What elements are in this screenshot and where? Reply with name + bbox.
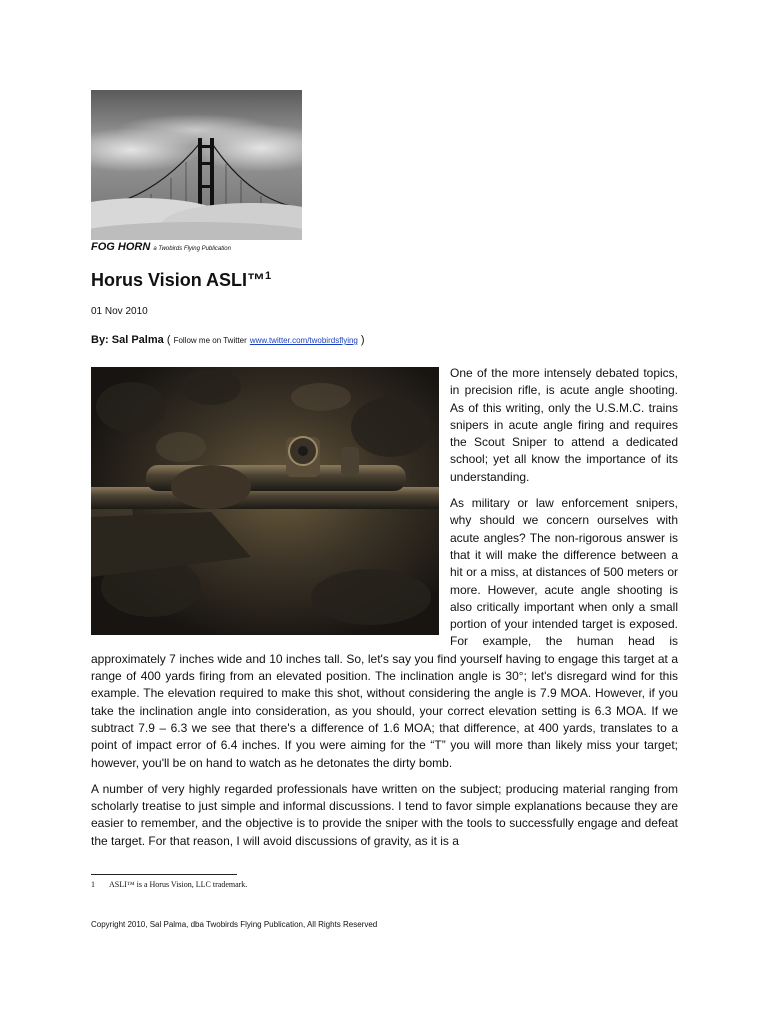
byline-close-paren: ) (357, 334, 365, 346)
footnote-divider (91, 874, 237, 875)
footnote-number: 1 (91, 880, 95, 889)
rifle-scope-image (91, 367, 439, 635)
publication-name: FOG HORN (91, 241, 151, 253)
paragraph-2: As military or law enforcement snipers, why should we concern ourselves with acute angles? The non-rigorous answer is that it will make the difference between a hit or a miss, at distances of 500 meters or more. However, acute angle shooting is also critically important when only a small portion of your intended target is exposed. For example, the human head is approximately 7 inches wide and 10 inches tall. So, let's say you find yourself having to engage this target at a range of 400 yards firing from an elevated position. The inclination angle is 30°; let's disregard wind for this example. The elevation required to make this shot, without considering the angle is 7.9 MOA. However, if you take the inclination angle into consideration, as you should, your correct elevation setting is 6.3 MOA. If we subtract 7.9 – 6.3 we see that there's a difference of 1.6 MOA; that difference, at 400 yards, translates to a point of impact error of 6.4 inches. If you were aiming for the “T” you will more than likely miss your target; however, you'll be on hand to watch as he detonates the dirty bomb. (91, 496, 678, 770)
article-title-text: Horus Vision ASLI™ (91, 270, 266, 290)
footnote (91, 880, 247, 889)
publication-line (91, 241, 231, 253)
byline-follow-text: Follow me on Twitter (173, 336, 247, 345)
byline-author: By: Sal Palma (91, 334, 164, 346)
article-body (91, 365, 678, 859)
copyright-notice: Copyright 2010, Sal Palma, dba Twobirds Flying Publication, All Rights Reserved (91, 920, 378, 929)
twitter-link[interactable]: www.twitter.com/twobirdsflying (249, 336, 358, 345)
byline-open-paren: ( (166, 334, 174, 346)
publication-tagline: a Twobirds Flying Publication (153, 246, 231, 252)
paragraph-3: A number of very highly regarded professionals have written on the subject; producing material ranging from scholarly treatise to just simple and informal discussions. I tend to favor simple explanations because they are easier to remember, and the objective is to provide the sniper with the tools to successfully engage and defeat the target. For that reason, I will avoid discussions of gravity, as it is a (91, 781, 678, 848)
byline (91, 334, 365, 346)
fog-bridge-image (91, 90, 302, 240)
footnote-text: ASLI™ is a Horus Vision, LLC trademark. (109, 880, 248, 889)
article-date: 01 Nov 2010 (91, 306, 148, 317)
paragraph-1: One of the more intensely debated topics, in precision rifle, is acute angle shooting. As of this writing, only the U.S.M.C. trains snipers in acute angle firing and requires the Scout Sniper to attend a dedicated school; yet all know the importance of its understanding. (450, 366, 678, 484)
footnote-ref[interactable]: 1 (265, 270, 272, 282)
article-title (91, 270, 271, 291)
